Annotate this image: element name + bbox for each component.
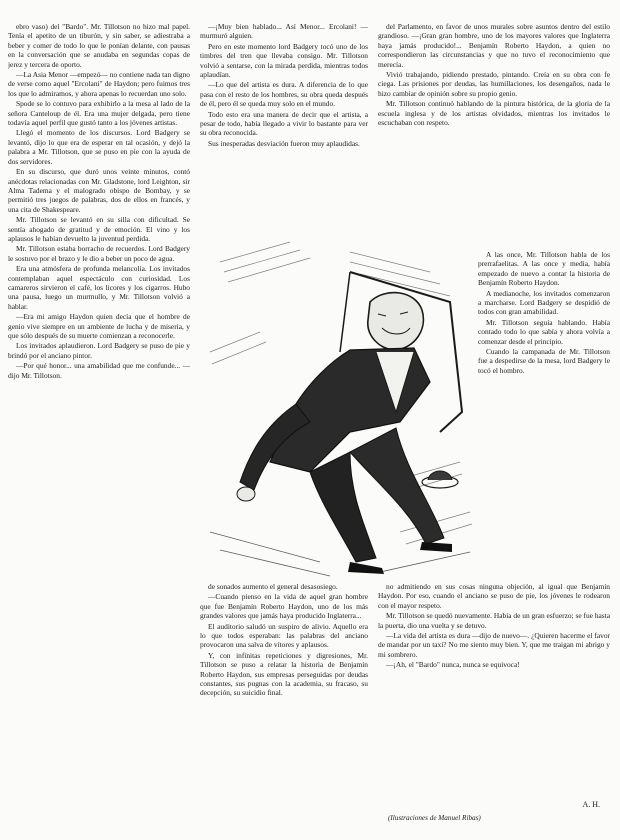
paragraph: Pero en este momento lord Badgery tocó uno de los timbres del tren que llevaba consigo. Mr. Tillotson volvió a sentarse, con la mirada perdida, mientras todos aplaudían. xyxy=(200,41,368,80)
paragraph: Sus inesperadas desviación fueron muy aplaudidas. xyxy=(208,138,360,148)
paragraph: Mr. Tillotson se quedó nuevamente. Había de un gran esfuerzo; se fue hasta la puerta, dio una vuelta y se detuvo. xyxy=(378,611,610,630)
paragraph: El auditorio saludó un suspiro de alivio. Aquello era lo que todos esperaban: las palabras del anciano provocaron una salva de vítores y aplausos. xyxy=(200,621,368,650)
paragraph: —Por qué honor... una amabilidad que me confunde... —dijo Mr. Tillotson. xyxy=(8,361,190,380)
paragraph: A medianoche, los invitados comenzaron a marcharse. Lord Badgery se despidió de todos con gran amabilidad. xyxy=(478,288,610,317)
illustration-credit: (Ilustraciones de Manuel Ribas) xyxy=(388,814,481,822)
paragraph: —Era mi amigo Haydon quien decía que el hombre de genio vive siempre en un ambiente de lucha y de miseria, y que sólo después de su muerte comienzan a reconocerle. xyxy=(8,312,190,340)
text-column-right-bottom xyxy=(378,582,610,810)
paragraph: Cuando la campanada de Mr. Tillotson fue a despedirse de la mesa, lord Badgery le tocó el hombro. xyxy=(478,347,610,375)
paragraph: ebro vaso) del "Bardo". Mr. Tillotson no hizo mal papel. Tenía el apetito de un tiburón, y sin saber, se adiestraba a beber y comer de todo lo que le ponían delante, con pausas en la conversación que se anudaba en segundas copas de jerez y tercera de oporto. xyxy=(8,22,190,69)
paragraph: Mr. Tillotson se levantó en su silla con dificultad. Se sentía ahogado de gratitud y de emoción. El vino y los aplausos le habían devuelto la juventud perdida. xyxy=(8,215,190,243)
text-column-middle-bottom xyxy=(200,582,368,810)
paragraph: del Parlamento, en favor de unos murales sobre asuntos dentro del estilo grandioso. —¡Gran gran hombre, uno de los mayores valores que Inglaterra haya jamás producido!... Benjamín Roberto Haydon, a quien no correspondieron las circunstancias y que no tuvo el reconocimiento que merecía. xyxy=(378,22,610,69)
paragraph: —¡Muy bien hablado... Así Menor... Ercolani! —murmuró alguien. xyxy=(200,22,368,41)
paragraph: —Cuando pienso en la vida de aquel gran hombre que fue Benjamín Roberto Haydon, uno de los más grandes valores que jamás haya producido Inglaterra... xyxy=(200,592,368,621)
text-column-left xyxy=(8,22,190,822)
paragraph: Y, con infinitas repeticiones y digresiones, Mr. Tillotson se puso a relatar la historia de Benjamín Roberto Haydon, sus empresas perseguidas por deudas constantes, sus pugnas con la academia, su fracaso, su decepción, su suicidio final. xyxy=(200,650,368,698)
head xyxy=(368,293,424,350)
paragraph: Los invitados aplaudieron. Lord Badgery se puso de pie y brindó por el anciano pintor. xyxy=(8,341,190,360)
paragraph: Era una atmósfera de profunda melancolía. Los invitados contemplaban aquel espectáculo con curiosidad. Los camareros sirvieron el café, los licores y los cigarros. Hubo una pausa, luego un murmullo, y Mr. Tillotson volvió a hablar. xyxy=(8,264,190,311)
paragraph: Mr. Tillotson seguía hablando. Había contado todo lo que sabía y ahora volvía a comenzar desde el principio. xyxy=(478,317,610,346)
paragraph: —¡Ah, el "Bardo" nunca, nunca se equivoca! xyxy=(386,660,520,670)
paragraph: —La Asia Menor —empezó— no contiene nada tan digno de verse como aquel "Ercolani" de Haydon; pero fuimos tres los que lo admiramos, y ahora apenas lo recuerdan uno solo. xyxy=(8,70,190,98)
illustration-old-man xyxy=(200,232,476,580)
paragraph: Mr. Tillotson estaba borracho de recuerdos. Lord Badgery le sostuvo por el brazo y le dio a beber un poco de agua. xyxy=(8,244,190,263)
paragraph: A las once, Mr. Tillotson habla de los prerrafaelitas. A las once y media, había empezado de nuevo a contar la historia de Benjamín Roberto Haydon. xyxy=(478,250,610,288)
text-column-right-top xyxy=(378,22,610,246)
paragraph: de sonados aumento el general desasosiego. xyxy=(208,582,338,591)
paragraph: no admitiendo en sus cosas ninguna objeción, al igual que Benjamín Haydon. Por eso, cuando el anciano se puso de pie, los jóvenes le rodearon con el mayor respeto. xyxy=(378,582,610,610)
text-column-middle-top xyxy=(200,22,368,230)
paragraph: —La vida del artista es dura —dijo de nuevo—. ¿Quieren hacerme el favor de mandar por un taxi? No me siento muy bien. Y, que me traigan mi abrigo y mi sombrero. xyxy=(378,631,610,659)
text-column-right-side xyxy=(478,250,610,570)
paragraph: Mr. Tillotson continuó hablando de la pintura histórica, de la gloria de la escuela inglesa y de los artistas olvidados, mientras los invitados le escuchaban con respeto. xyxy=(378,99,610,128)
author-signature: A. H. xyxy=(582,800,600,809)
paragraph: Spode se lo contuvo para exhibirlo a la mesa al lado de la señora Canteloup de él. Era una mujer delgada, pero tiene todavía aquel perfil que gustó tanto a los jóvenes artistas. xyxy=(8,99,190,128)
paragraph: En su discurso, que duró unos veinte minutos, contó anécdotas relacionadas con Mr. Gladstone, lord Leighton, sir Alma Tadema y el malogrado obispo de Bombay, y se permitió tres juegos de palabras, dos de ellos en francés, y una cita de Shakespeare. xyxy=(8,167,190,214)
paragraph: Todo esto era una manera de decir que el artista, a pesar de todo, había llegado a vivir lo bastante para ver su obra reconocida. xyxy=(200,109,368,138)
paragraph: Vivió trabajando, pidiendo prestado, pintando. Creía en su obra con fe ciega. Las prisiones por deudas, las humillaciones, los desengaños, nada le hizo cambiar de opinión sobre su propio genio. xyxy=(378,70,610,98)
hand xyxy=(237,487,255,501)
paragraph: —Lo que del artista es dura. A diferencia de lo que pasa con el resto de los hombres, su obra queda después de él, pero él se queda muy solo en el mundo. xyxy=(200,80,368,109)
paragraph: Llegó el momento de los discursos. Lord Badgery se levantó, dijo lo que era de esperar en tal ocasión, y dejó la palabra a Mr. Tillotson, que se puso en pie con la ayuda de dos servidores. xyxy=(8,128,190,166)
sketch-drawing xyxy=(200,232,476,580)
